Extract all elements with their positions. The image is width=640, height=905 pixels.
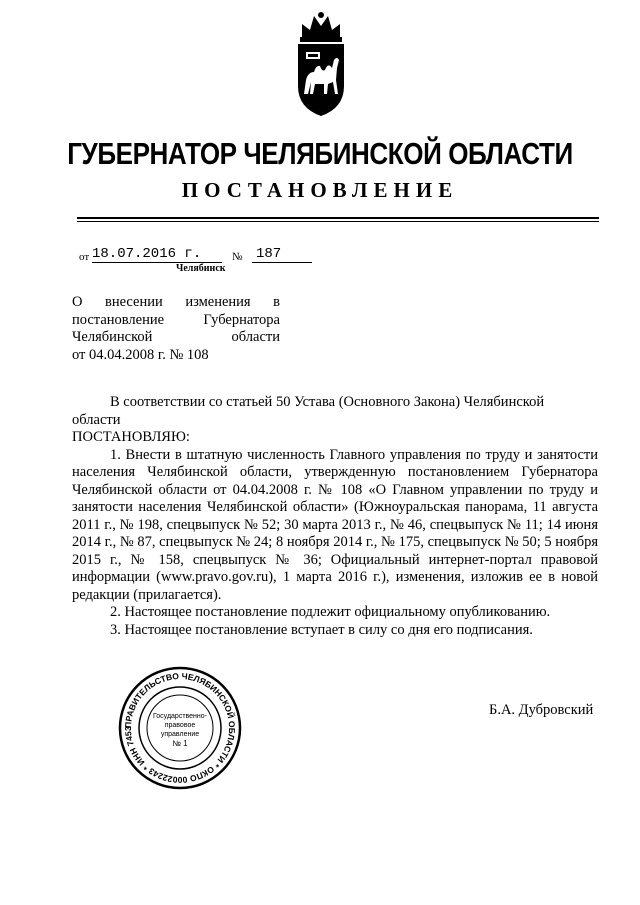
subject-line: Челябинской области xyxy=(72,329,280,345)
document-subject xyxy=(72,294,280,364)
official-seal-stamp xyxy=(118,666,242,790)
seal-inner-line: правовое xyxy=(164,722,196,729)
subject-line: от 04.04.2008 г. № 108 xyxy=(72,346,209,363)
seal-outer-text: ПРАВИТЕЛЬСТВО ЧЕЛЯБИНСКОЙ ОБЛАСТИ * ОКПО 00022243 * ИНН 7453 xyxy=(122,670,238,786)
item-3: 3. Настоящее постановление вступает в силу со дня его подписания. xyxy=(110,621,533,638)
number-prefix: № xyxy=(232,251,243,263)
intro-line: В соответствии со статьей 50 Устава (Основного Закона) Челябинской xyxy=(110,394,545,410)
document-date: 18.07.2016 г. xyxy=(92,246,222,263)
subject-line: О внесении изменения в xyxy=(72,294,280,310)
seal-inner-line: управление xyxy=(160,731,200,738)
document-type-heading: ПОСТАНОВЛЕНИЕ xyxy=(181,178,459,202)
decree-word: ПОСТАНОВЛЯЮ: xyxy=(72,429,190,445)
document-body xyxy=(72,394,598,639)
issue-city: Челябинск xyxy=(176,263,226,274)
coat-of-arms-emblem xyxy=(288,10,354,120)
header-rule-thin xyxy=(77,221,599,222)
intro-line: области xyxy=(72,411,121,428)
subject-line: постановление Губернатора xyxy=(72,311,280,328)
document-number: 187 xyxy=(252,246,312,263)
signatory-name: Б.А. Дубровский xyxy=(489,702,594,718)
seal-inner-line: № 1 xyxy=(172,739,188,748)
organization-title: ГУБЕРНАТОР ЧЕЛЯБИНСКОЙ ОБЛАСТИ xyxy=(67,136,573,171)
seal-inner-line: Государственно- xyxy=(152,713,208,720)
header-rule-thick xyxy=(77,217,599,219)
item-1: 1. Внести в штатную численность Главного управления по труду и занятости населения Челябинской области, утвержденную постановлением Губернатора Челябинской области от 04.04.2008 г. № 108 «О Главном управлении по труду и занятости населения Челябинской области» (Южноуральская панорама, 11 августа 2011 г., № 198, спецвыпуск № 52; 30 марта 2013 г., № 46, спецвыпуск № 11; 14 июня 2014 г., № 87, спецвыпуск № 24; 8 ноября 2014 г., № 175, спецвыпуск № 50; 5 ноября 2015 г., № 158, спецвыпуск № 36; Официальный интернет-портал правовой информации (www.pravo.gov.ru), 1 марта 2016 г.), изменения, изложив ее в новой редакции (прилагается). xyxy=(72,446,598,603)
item-2: 2. Настоящее постановление подлежит официальному опубликованию. xyxy=(110,604,551,620)
date-prefix: от xyxy=(79,251,90,263)
